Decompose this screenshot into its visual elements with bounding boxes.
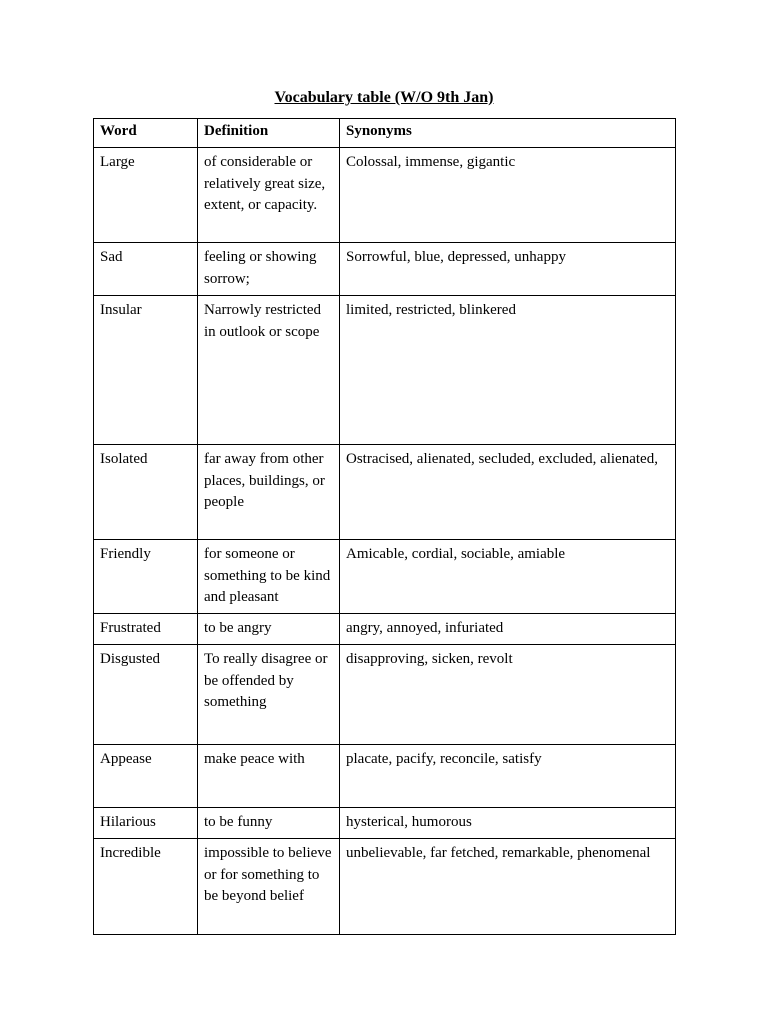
synonyms-cell: angry, annoyed, infuriated bbox=[340, 614, 676, 645]
page-title: Vocabulary table (W/O 9th Jan) bbox=[274, 89, 494, 106]
definition-cell: impossible to believe or for something to be beyond belief bbox=[198, 839, 340, 935]
word-cell: Large bbox=[94, 148, 198, 243]
vocabulary-table bbox=[93, 118, 676, 935]
synonyms-cell: hysterical, humorous bbox=[340, 808, 676, 839]
word-cell: Isolated bbox=[94, 445, 198, 540]
word-cell: Frustrated bbox=[94, 614, 198, 645]
table-row bbox=[94, 148, 676, 243]
definition-cell: make peace with bbox=[198, 745, 340, 808]
word-cell: Appease bbox=[94, 745, 198, 808]
synonyms-cell: Sorrowful, blue, depressed, unhappy bbox=[340, 243, 676, 296]
synonyms-cell: Amicable, cordial, sociable, amiable bbox=[340, 540, 676, 614]
table-row bbox=[94, 745, 676, 808]
word-cell: Insular bbox=[94, 296, 198, 445]
word-cell: Incredible bbox=[94, 839, 198, 935]
column-header-word: Word bbox=[94, 119, 198, 148]
word-cell: Friendly bbox=[94, 540, 198, 614]
definition-cell: for someone or something to be kind and pleasant bbox=[198, 540, 340, 614]
synonyms-cell: unbelievable, far fetched, remarkable, phenomenal bbox=[340, 839, 676, 935]
table-row bbox=[94, 614, 676, 645]
column-header-synonyms: Synonyms bbox=[340, 119, 676, 148]
table-row bbox=[94, 296, 676, 445]
definition-cell: to be angry bbox=[198, 614, 340, 645]
synonyms-cell: limited, restricted, blinkered bbox=[340, 296, 676, 445]
table-row bbox=[94, 839, 676, 935]
word-cell: Disgusted bbox=[94, 645, 198, 745]
synonyms-cell: disapproving, sicken, revolt bbox=[340, 645, 676, 745]
synonyms-cell: placate, pacify, reconcile, satisfy bbox=[340, 745, 676, 808]
table-row bbox=[94, 540, 676, 614]
definition-cell: Narrowly restricted in outlook or scope bbox=[198, 296, 340, 445]
table-row bbox=[94, 808, 676, 839]
definition-cell: to be funny bbox=[198, 808, 340, 839]
definition-cell: To really disagree or be offended by something bbox=[198, 645, 340, 745]
definition-cell: far away from other places, buildings, or people bbox=[198, 445, 340, 540]
table-row bbox=[94, 243, 676, 296]
word-cell: Hilarious bbox=[94, 808, 198, 839]
definition-cell: feeling or showing sorrow; bbox=[198, 243, 340, 296]
word-cell: Sad bbox=[94, 243, 198, 296]
synonyms-cell: Ostracised, alienated, secluded, excluded, alienated, bbox=[340, 445, 676, 540]
table-header-row bbox=[94, 119, 676, 148]
synonyms-cell: Colossal, immense, gigantic bbox=[340, 148, 676, 243]
definition-cell: of considerable or relatively great size, extent, or capacity. bbox=[198, 148, 340, 243]
table-row bbox=[94, 445, 676, 540]
table-row bbox=[94, 645, 676, 745]
column-header-definition: Definition bbox=[198, 119, 340, 148]
